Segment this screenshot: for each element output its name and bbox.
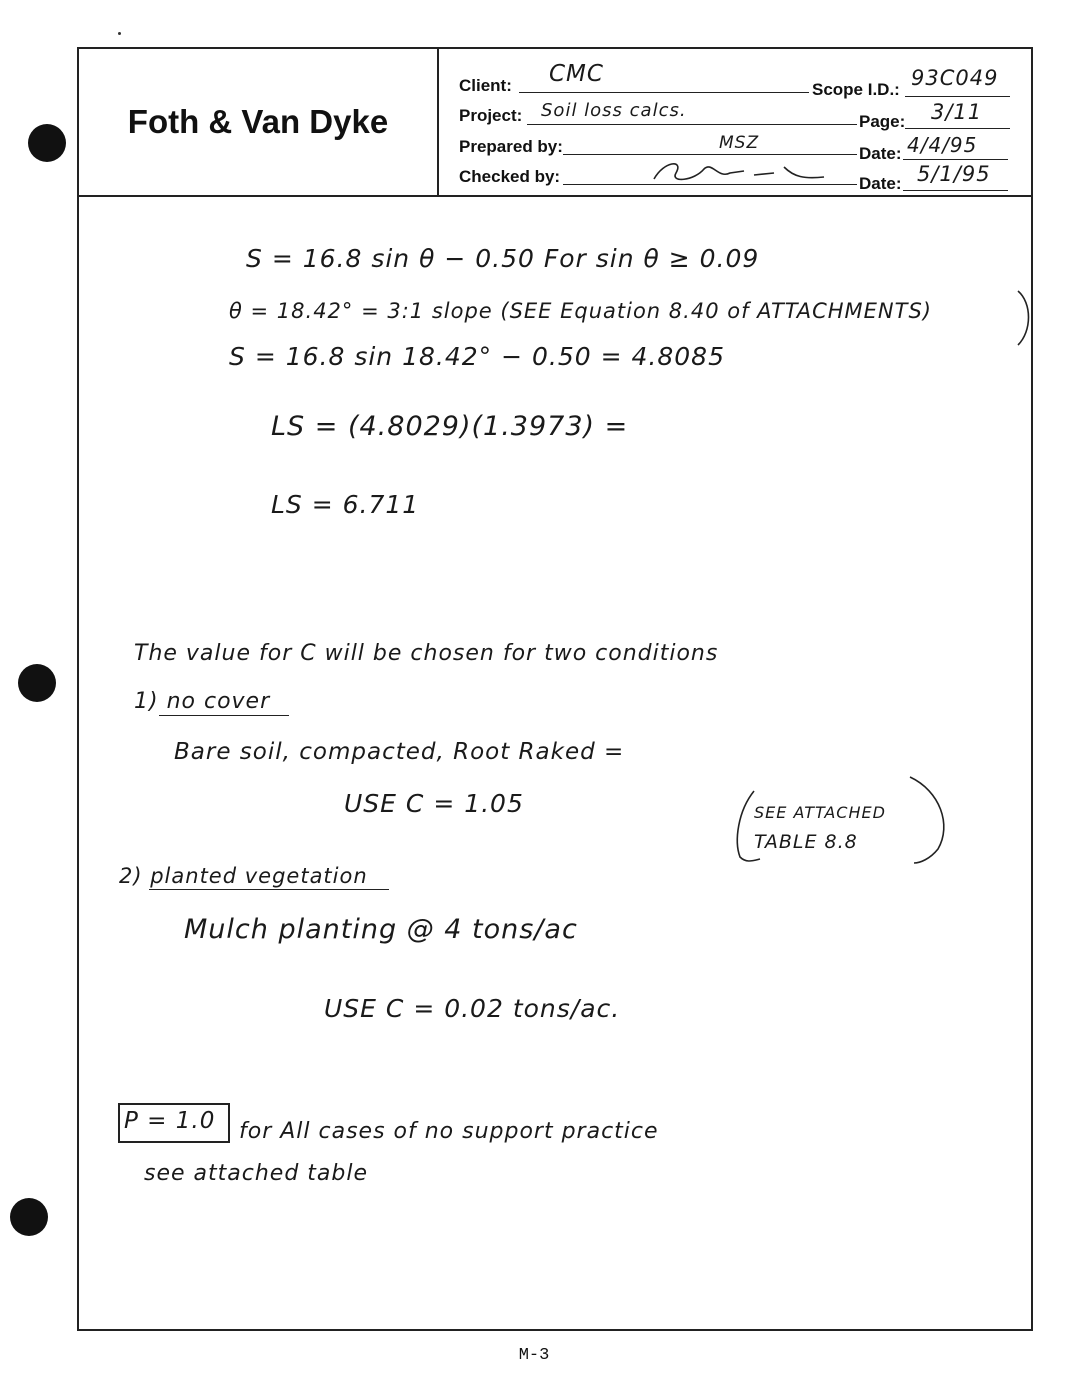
client-value: CMC xyxy=(549,61,604,87)
c-condition-2-underline xyxy=(149,889,389,890)
table-reference-note-line-1: SEE ATTACHED xyxy=(754,803,886,822)
slope-factor-computation: S = 16.8 sin 18.42° − 0.50 = 4.8085 xyxy=(229,342,725,371)
scan-speck xyxy=(118,32,121,35)
c-factor-intro: The value for C will be chosen for two conditions xyxy=(134,641,719,666)
scope-label: Scope I.D.: xyxy=(812,80,900,99)
scope-underline xyxy=(905,96,1010,97)
prepared-date-underline xyxy=(903,159,1008,160)
p-factor-reference: see attached table xyxy=(144,1161,368,1186)
page-code: M-3 xyxy=(518,1346,550,1365)
page-underline xyxy=(905,128,1010,129)
slope-factor-formula: S = 16.8 sin θ − 0.50 For sin θ ≥ 0.09 xyxy=(246,244,760,273)
c-condition-1: 1) no cover xyxy=(134,689,271,714)
project-label: Project: xyxy=(459,106,523,125)
checker-signature xyxy=(634,153,844,189)
page-value: 3/11 xyxy=(931,100,983,124)
binder-hole-middle xyxy=(18,664,56,702)
table-reference-note-line-2: TABLE 8.8 xyxy=(754,831,858,853)
checked-date-label: Date: xyxy=(859,174,902,193)
c-condition-2-description: Mulch planting @ 4 tons/ac xyxy=(184,914,578,945)
ls-result-line: LS = 6.711 xyxy=(271,490,420,519)
c-condition-1-use-value: USE C = 1.05 xyxy=(344,789,524,818)
project-value: Soil loss calcs. xyxy=(541,100,687,121)
project-underline xyxy=(527,124,857,125)
page-label: Page: xyxy=(859,112,906,131)
checked-date-value: 5/1/95 xyxy=(917,162,991,186)
binder-hole-bottom xyxy=(10,1198,48,1236)
note-brackets xyxy=(724,771,964,871)
slope-angle-line: θ = 18.42° = 3:1 slope (SEE Equation 8.40 of ATTACHMENTS) xyxy=(229,299,932,323)
c-condition-1-underline xyxy=(159,715,289,716)
client-label: Client: xyxy=(459,76,512,95)
scope-value: 93C049 xyxy=(911,66,999,90)
sheet-header xyxy=(79,49,1031,197)
firm-name: Foth & Van Dyke xyxy=(79,49,439,195)
client-underline xyxy=(519,92,809,93)
prepared-date-value: 4/4/95 xyxy=(907,133,978,157)
ls-product-line: LS = (4.8029)(1.3973) = xyxy=(271,411,629,442)
p-factor-value: P = 1.0 xyxy=(124,1108,216,1134)
bracket-right xyxy=(1014,289,1036,349)
binder-hole-top xyxy=(28,124,66,162)
p-factor-text: for All cases of no support practice xyxy=(239,1119,659,1144)
checked-date-underline xyxy=(903,190,1008,191)
c-condition-2: 2) planted vegetation xyxy=(119,864,368,888)
c-condition-1-description: Bare soil, compacted, Root Raked = xyxy=(174,739,625,765)
prepared-date-label: Date: xyxy=(859,144,902,163)
prepared-by-label: Prepared by: xyxy=(459,137,563,156)
prepared-by-value: MSZ xyxy=(719,133,760,153)
c-condition-2-use-value: USE C = 0.02 tons/ac. xyxy=(324,994,621,1023)
checked-by-label: Checked by: xyxy=(459,167,561,186)
